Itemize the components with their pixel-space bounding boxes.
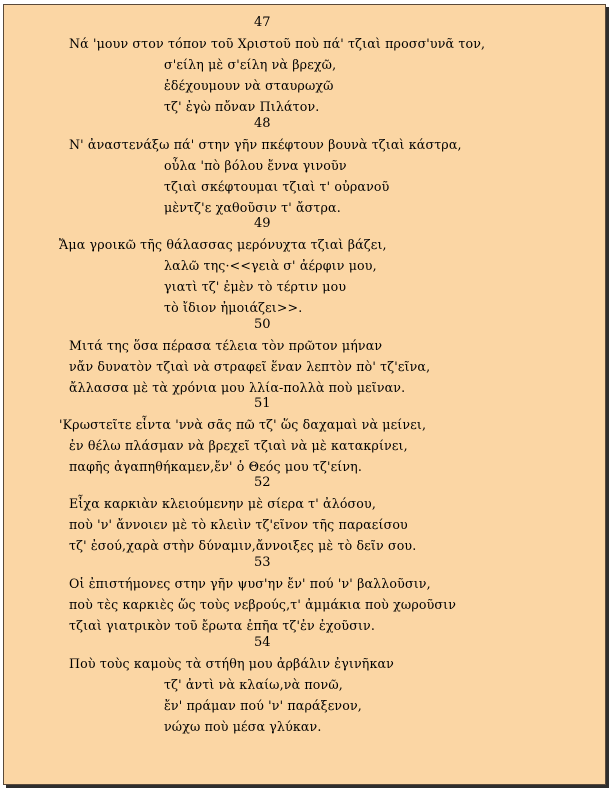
verse-line: ἐδέχουμουν νὰ σταυρωχῶ — [164, 78, 334, 93]
verse-line: μὲντζ'ε χαθοῦσιν τ' ἄστρα. — [164, 200, 341, 215]
verse-line: τζιαὶ σκέφτουμαι τζιαὶ τ' οὐρανοῦ — [164, 179, 390, 194]
verse-line: νώχω ποὺ μέσα γλύκαν. — [164, 719, 322, 734]
verse-line: 'Κρωστεῖτε εἶντα 'ννὰ σᾶς πῶ τζ' ὥς δαχαμαὶ νὰ μείνει, — [59, 417, 427, 432]
verse-line: Οἱ ἐπιστήμονες στην γῆν ψυσ'ην ἔν' πού 'ν' βαλλοῦσιν, — [69, 576, 431, 591]
stanza-number: 53 — [254, 555, 271, 570]
verse-line: οὖλα 'πὸ βόλου ἔννα γινοῦν — [164, 158, 347, 173]
verse-line: νἄν δυνατὸν τζιαὶ νὰ στραφεῖ ἕναν λεπτὸν πὸ' τζ'εῖνα, — [69, 359, 431, 374]
stanza-number: 48 — [254, 116, 271, 131]
verse-line: τζ' ἐγὼ πὄναν Πιλάτον. — [164, 99, 320, 114]
stanza-number: 49 — [254, 216, 271, 231]
verse-line: τζ' ἀντὶ νὰ κλαίω,νὰ πονῶ, — [164, 677, 343, 692]
verse-line: Εἶχα καρκιὰν κλειούμενην μὲ σίερα τ' ἀλόσου, — [69, 496, 376, 511]
verse-line: τὸ ἴδιον ἠμοιάζει>>. — [164, 300, 303, 315]
stanza-number: 51 — [254, 396, 271, 411]
verse-line: ἄλλασσα μὲ τὰ χρόνια μου λλία-πολλὰ ποὺ μεῖναν. — [69, 380, 406, 395]
stanza-number: 47 — [254, 15, 271, 30]
verse-line: παφῆς ἀγαπηθήκαμεν,ἔν' ὁ Θεός μου τζ'είνη. — [69, 459, 363, 474]
verse-line: σ'είλη μὲ σ'είλη νὰ βρεχῶ, — [164, 57, 337, 72]
verse-line: Ποὺ τοὺς καμοὺς τὰ στήθη μου ἀρβάλιν ἐγινῆκαν — [69, 656, 394, 671]
stanza-number: 50 — [254, 317, 271, 332]
verse-line: λαλῶ της·<<γειὰ σ' ἀέρφιν μου, — [164, 258, 377, 273]
verse-line: ποὺ τὲς καρκιὲς ὥς τοὺς νεβρούς,τ' ἀμμάκια ποὺ χωροῦσιν — [69, 597, 457, 612]
verse-line: τζ' ἐσού,χαρὰ στὴν δύναμιν,ἄννοιξες μὲ τὸ δεῖν σου. — [69, 538, 417, 553]
verse-line: Ἄμα γροικῶ τῆς θάλασσας μερόνυχτα τζιαὶ βάζει, — [59, 237, 387, 252]
verse-line: Μιτά της ὅσα πέρασα τέλεια τὸν πρῶτον μήναν — [69, 338, 383, 353]
verse-line: Νά 'μουν στον τόπον τοῦ Χριστοῦ ποὺ πά' τζιαὶ προσσ'υνᾶ τον, — [69, 36, 486, 51]
stanza-number: 54 — [254, 635, 271, 650]
verse-line: ἔν' πράμαν πού 'ν' παράξενον, — [164, 698, 362, 713]
verse-line: ἐν θέλω πλάσμαν νὰ βρεχεῖ τζιαὶ νὰ μὲ κατακρίνει, — [69, 438, 408, 453]
stanza-number: 52 — [254, 475, 271, 490]
verse-line: ποὺ 'ν' ἄννοιεν μὲ τὸ κλειὶν τζ'εῖνον τῆς παραείσου — [69, 517, 408, 532]
verse-line: Ν' ἀναστενάξω πά' στην γῆν πκέφτουν βουνὰ τζιαὶ κάστρα, — [69, 137, 462, 152]
poem-page — [3, 4, 606, 785]
verse-line: τζιαὶ γιατρικὸν τοῦ ἔρωτα ἐπῆα τζ'ἐν ἐχοῦσιν. — [69, 618, 376, 633]
verse-line: γιατὶ τζ' ἐμὲν τὸ τέρτιν μου — [164, 279, 347, 294]
